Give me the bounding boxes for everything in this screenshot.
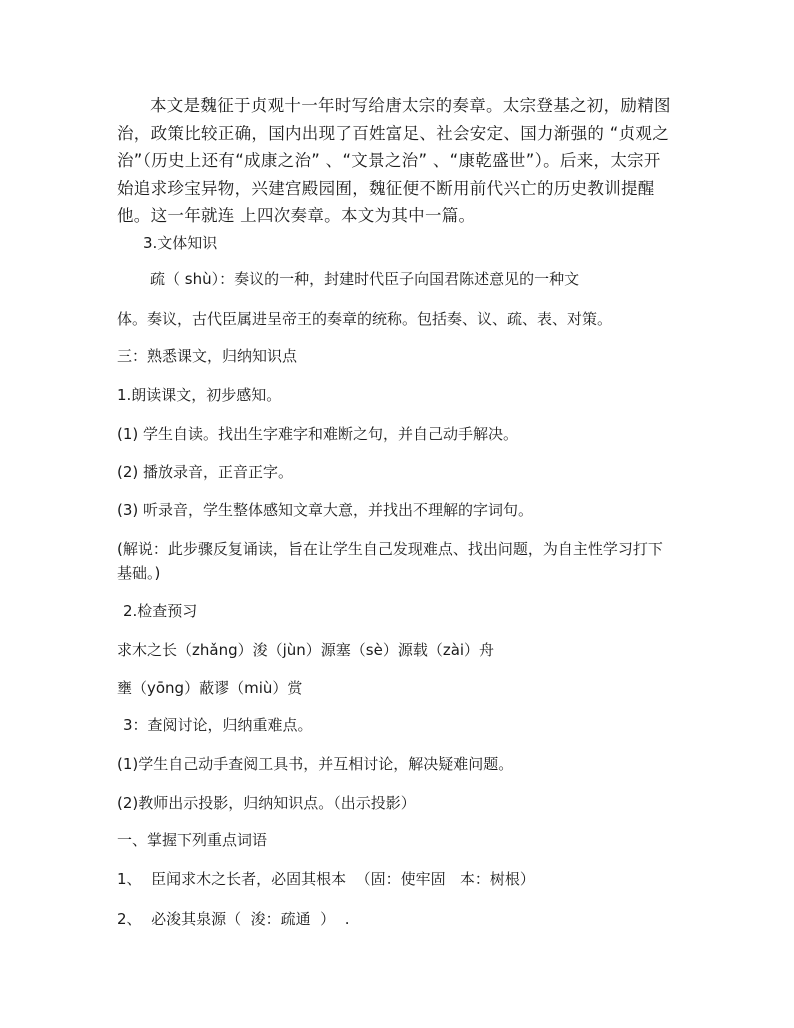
vocab-heading: 一、掌握下列重点词语 [117,831,268,849]
section-three-heading: 三：熟悉课文，归纳知识点 [117,347,298,365]
step-3-item-b: (2)教师出示投影，归纳知识点。（出示投影） [117,794,416,812]
vocab-item-2: 2、 必浚其泉源（ 浚：疏通 ） . [117,910,350,928]
vocab-item-1: 1、 臣闻求木之长者，必固其根本 （固：使牢固 本：树根） [117,870,535,888]
heading-genre-knowledge: 3.文体知识 [143,234,218,252]
pinyin-line-1: 求木之长（zhǎng）浚（jùn）源塞（sè）源载（zài）舟 [117,641,495,659]
step-1-item-a: (1) 学生自读。找出生字难字和难断之句，并自己动手解决。 [117,425,519,443]
step-2-heading: 2.检查预习 [123,602,198,620]
step-3-item-a: (1)学生自己动手查阅工具书，并互相讨论，解决疑难问题。 [117,755,514,773]
pinyin-line-2: 壅（yōng）蔽谬（miù）赏 [117,679,303,697]
step-1-heading: 1.朗读课文，初步感知。 [117,386,282,404]
step-1-item-c: (3) 听录音，学生整体感知文章大意，并找出不理解的字词句。 [117,501,534,519]
step-3-heading: 3：查阅讨论，归纳重难点。 [123,716,313,734]
step-1-item-b: (2) 播放录音，正音正字。 [117,463,294,481]
intro-paragraph: 本文是魏征于贞观十一年时写给唐太宗的奏章。太宗登基之初，励精图治，政策比较正确，国内出现了百姓富足、社会安定、国力渐强的 “贞观之治”（历史上还有“成康之治” 、“文景之治” 、“康乾盛世”）。后来，太宗开始追求珍宝异物，兴建宫殿园囿，魏征便不断用前代兴亡的历史教训提醒他。这一年就连 上四次奏章。本文为其中一篇。 [117,96,671,225]
shu-definition-line-1: 疏（ shù）：奏议的一种，封建时代臣子向国君陈述意见的一种文 [150,270,580,288]
shu-definition-line-2: 体。奏议，古代臣属进呈帝王的奏章的统称。包括奏、议、疏、表、对策。 [117,310,613,328]
explanation-note: (解说：此步骤反复诵读，旨在让学生自己发现难点、找出问题，为自主性学习打下基础。) [117,540,663,582]
